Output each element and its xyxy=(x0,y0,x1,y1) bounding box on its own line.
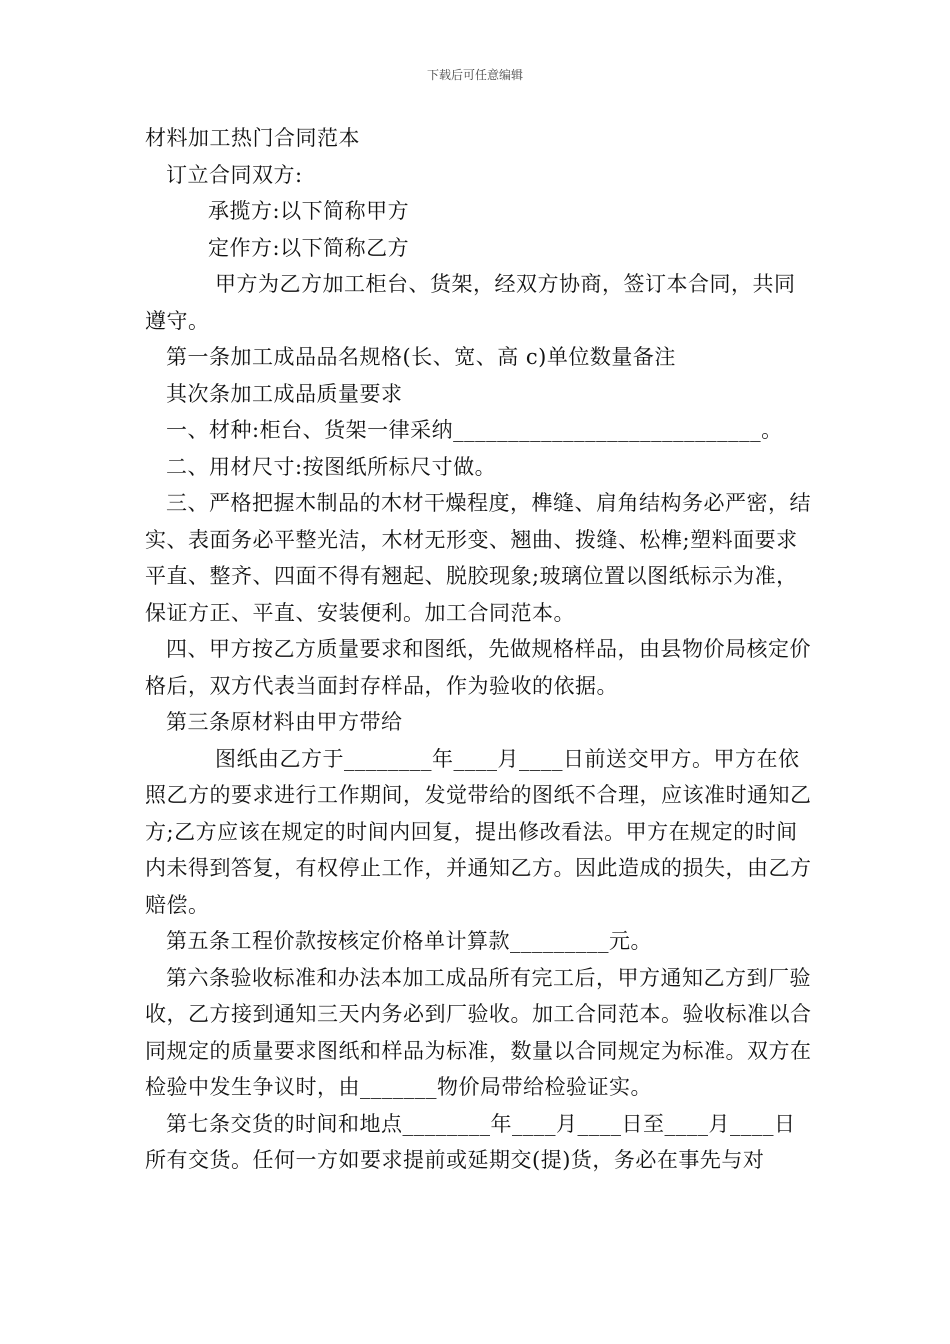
paragraph: 第七条交货的时间和地点________年____月____日至____月____日所有交货。任何一方如要求提前或延期交(提)货，务必在事先与对 xyxy=(145,1111,796,1172)
paragraph: 第一条加工成品品名规格(长、宽、高 c)单位数量备注 xyxy=(166,345,676,369)
paragraph: 订立合同双方: xyxy=(166,162,303,187)
paragraph: 二、用材尺寸:按图纸所标尺寸做。 xyxy=(166,454,497,479)
paragraph: 承揽方:以下简称甲方 xyxy=(208,199,410,223)
paragraph: 其次条加工成品质量要求 xyxy=(166,381,403,406)
paragraph: 第六条验收标准和办法本加工成品所有完工后，甲方通知乙方到厂验收，乙方接到通知三天内务必到厂验收。加工合同范本。验收标准以合同规定的质量要求图纸和样品为标准，数量以合同规定为标准。双方在检验中发生争议时，由_______物价局带给检验证实。 xyxy=(145,965,812,1099)
paragraph: 四、甲方按乙方质量要求和图纸，先做规格样品，由县物价局核定价格后，双方代表当面封存样品，作为验收的依据。 xyxy=(145,637,811,698)
page-header: 下载后可任意编辑 xyxy=(426,68,523,82)
paragraph: 甲方为乙方加工柜台、货架，经双方协商，签订本合同，共同遵守。 xyxy=(145,272,796,333)
paragraph: 第三条原材料由甲方带给 xyxy=(166,710,403,734)
paragraph: 三、严格把握木制品的木材干燥程度，榫缝、肩角结构务必严密，结实、表面务必平整光洁，木材无形变、翘曲、拨缝、松榫;塑料面要求平直、整齐、四面不得有翘起、脱胶现象;玻璃位置以图纸标示为准，保证方正、平直、安装便利。加工合同范本。 xyxy=(145,491,811,625)
paragraph: 第五条工程价款按核定价格单计算款_________元。 xyxy=(166,929,652,953)
document-title: 材料加工热门合同范本 xyxy=(145,126,360,150)
paragraph: 定作方:以下简称乙方 xyxy=(208,235,410,260)
paragraph: 一、材种:柜台、货架一律采纳____________________________。 xyxy=(166,418,783,442)
document-body xyxy=(145,120,815,1179)
paragraph: 图纸由乙方于________年____月____日前送交甲方。甲方在依照乙方的要求进行工作期间，发觉带给的图纸不合理，应该准时通知乙方;乙方应该在规定的时间内回复，提出修改看法。甲方在规定的时间内未得到答复，有权停止工作，并通知乙方。因此造成的损失，由乙方赔偿。 xyxy=(145,746,812,917)
